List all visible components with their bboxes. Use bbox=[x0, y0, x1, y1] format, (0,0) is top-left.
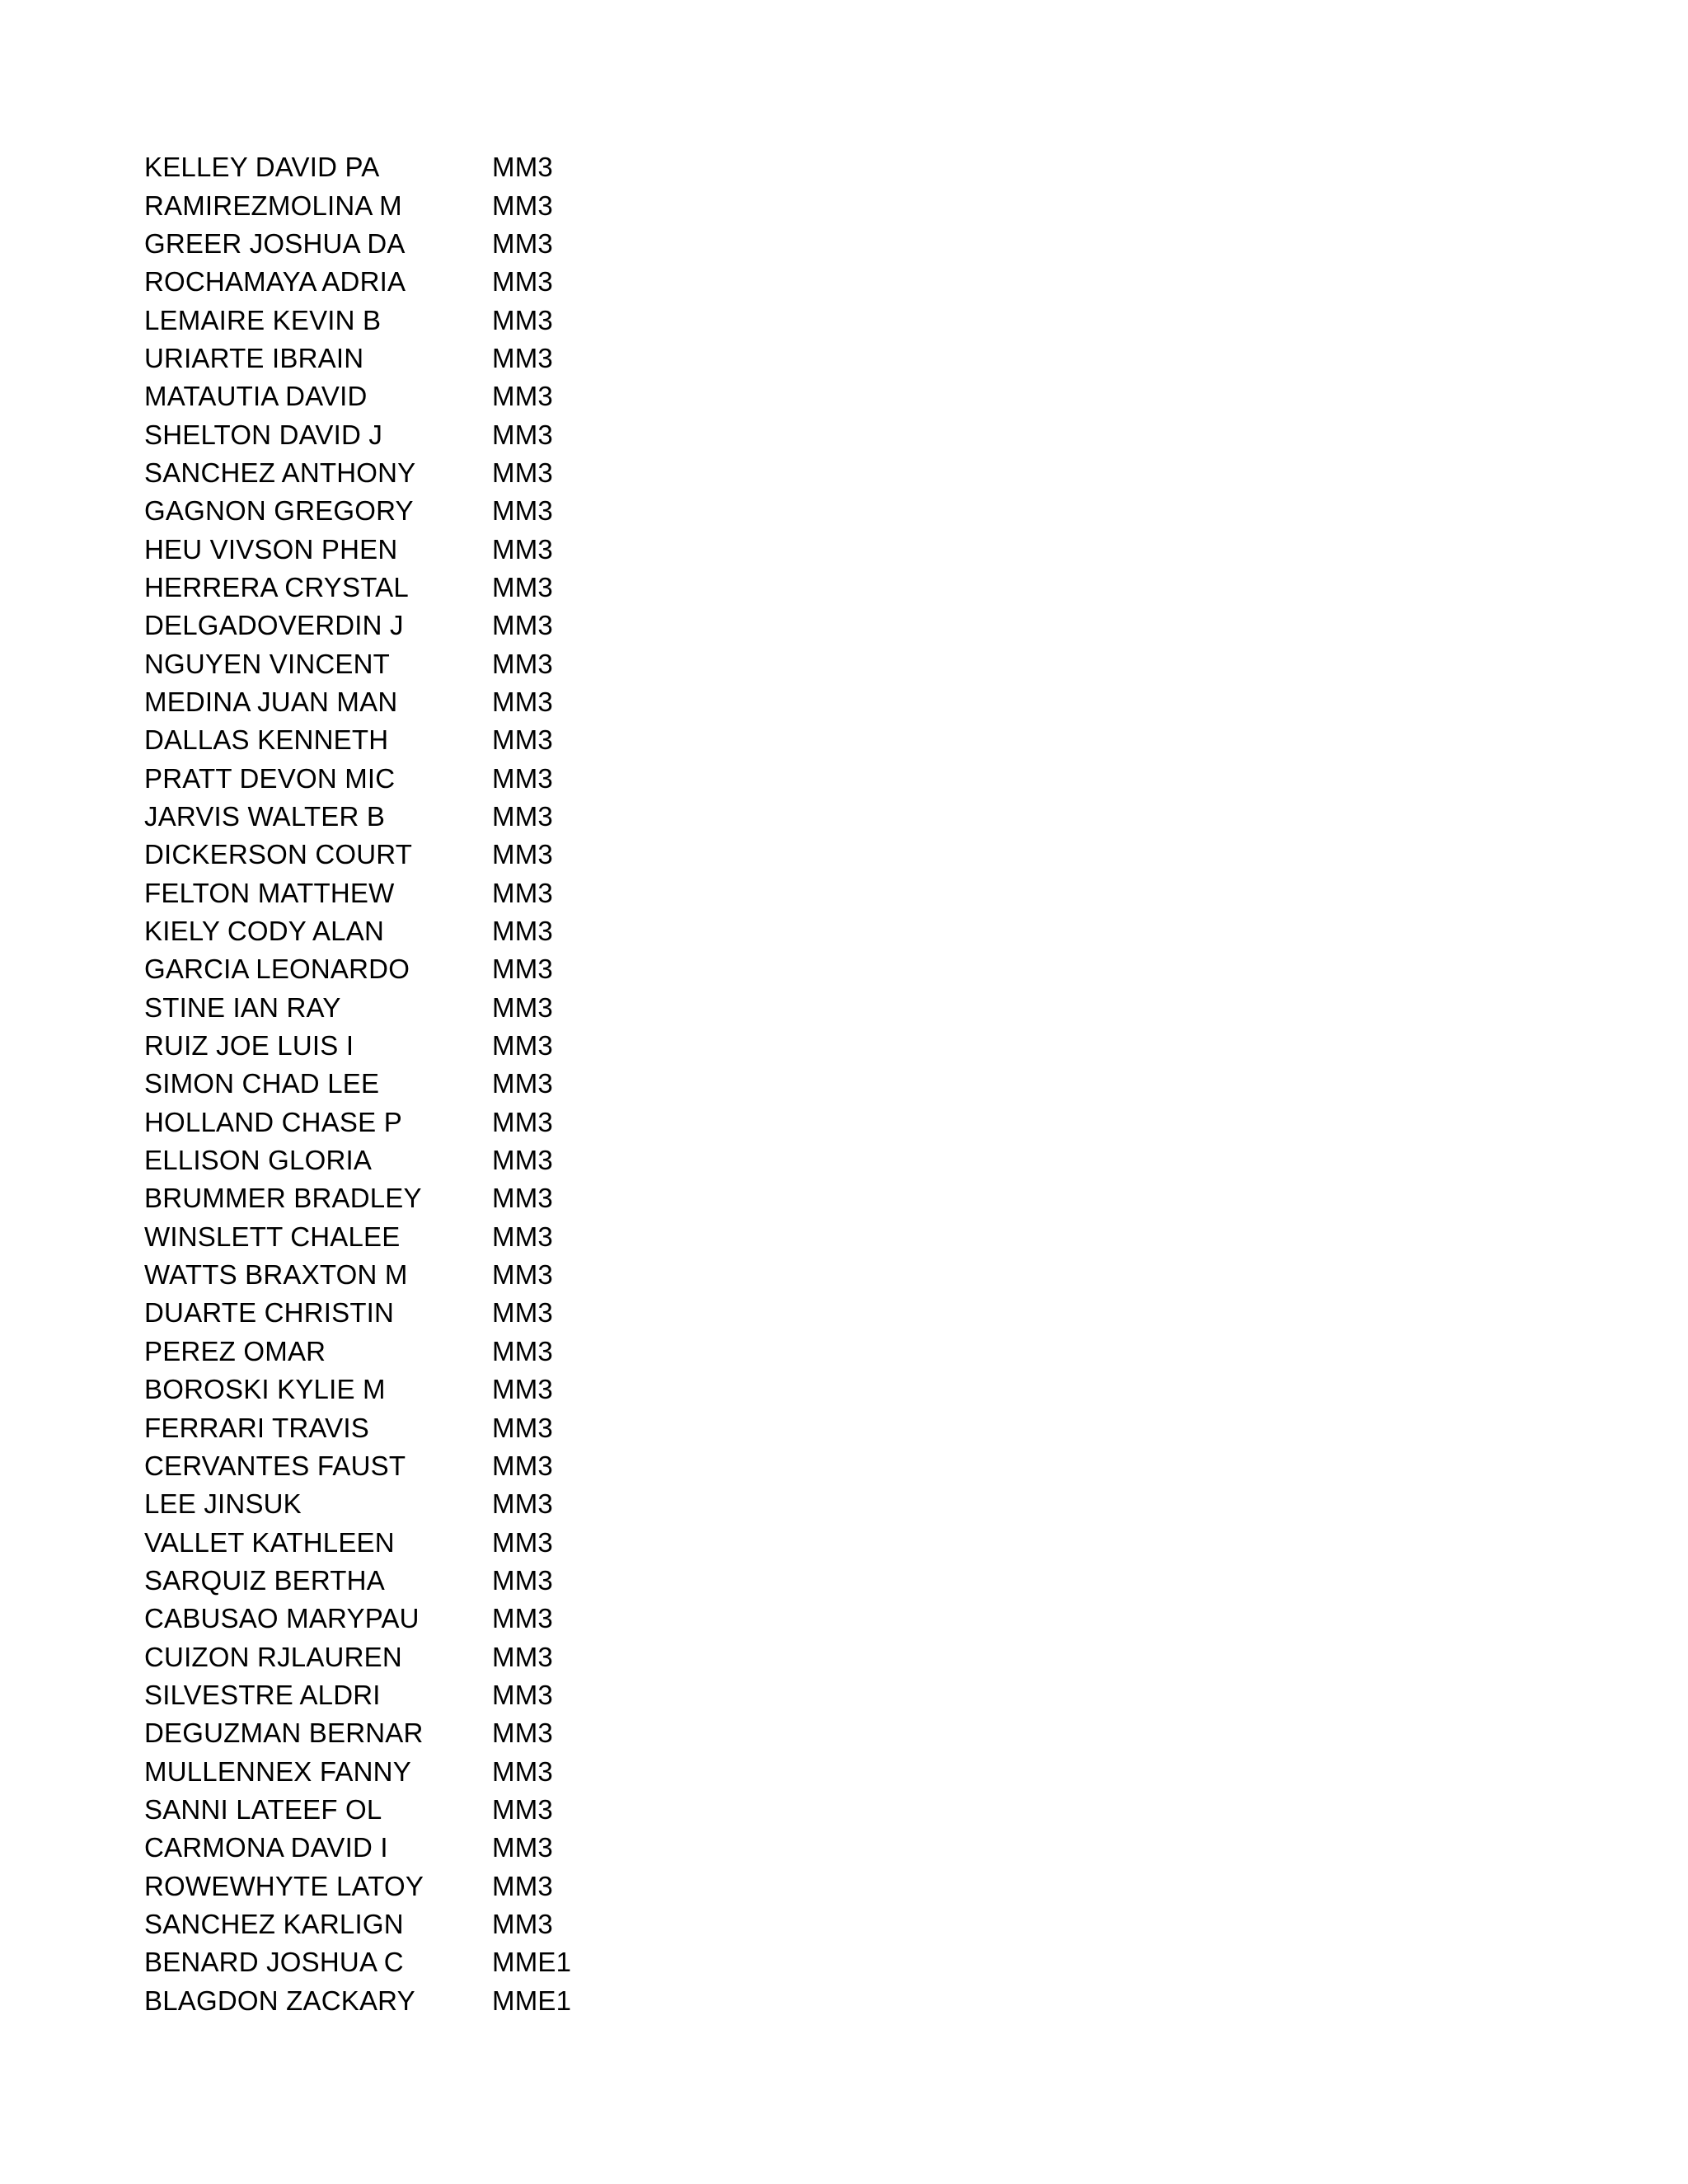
list-item bbox=[144, 1562, 721, 1600]
person-name: SILVESTRE ALDRI bbox=[144, 1679, 381, 1710]
rating-code: MM3 bbox=[492, 1755, 553, 1787]
list-item bbox=[144, 1218, 721, 1256]
list-item bbox=[144, 1943, 721, 1981]
list-item bbox=[144, 1371, 721, 1408]
list-item bbox=[144, 1752, 721, 1790]
person-name: CUIZON RJLAUREN bbox=[144, 1641, 402, 1672]
list-item bbox=[144, 607, 721, 644]
person-name: RUIZ JOE LUIS I bbox=[144, 1030, 354, 1062]
list-item bbox=[144, 1408, 721, 1446]
person-name: SIMON CHAD LEE bbox=[144, 1068, 380, 1099]
person-name: CERVANTES FAUST bbox=[144, 1450, 406, 1481]
rating-code: MM3 bbox=[492, 266, 553, 298]
person-name: SARQUIZ BERTHA bbox=[144, 1564, 385, 1596]
rating-code: MM3 bbox=[492, 1870, 553, 1901]
list-item bbox=[144, 1179, 721, 1217]
list-item bbox=[144, 760, 721, 798]
rating-code: MM3 bbox=[492, 686, 553, 717]
person-name: NGUYEN VINCENT bbox=[144, 648, 390, 679]
rating-code: MM3 bbox=[492, 1679, 553, 1710]
list-item bbox=[144, 874, 721, 912]
rating-code: MM3 bbox=[492, 1908, 553, 1939]
person-name: GARCIA LEONARDO bbox=[144, 954, 410, 985]
person-name: ROWEWHYTE LATOY bbox=[144, 1870, 424, 1901]
person-name: STINE IAN RAY bbox=[144, 991, 341, 1023]
rating-code: MM3 bbox=[492, 190, 553, 221]
person-name: FERRARI TRAVIS bbox=[144, 1412, 369, 1443]
rating-code: MM3 bbox=[492, 1374, 553, 1405]
list-item bbox=[144, 950, 721, 988]
person-name: GAGNON GREGORY bbox=[144, 495, 414, 527]
person-name: DALLAS KENNETH bbox=[144, 724, 389, 756]
person-name: HOLLAND CHASE P bbox=[144, 1106, 402, 1137]
list-item bbox=[144, 186, 721, 224]
person-name: KELLEY DAVID PA bbox=[144, 152, 380, 183]
person-name: WINSLETT CHALEE bbox=[144, 1221, 401, 1252]
rating-code: MM3 bbox=[492, 1718, 553, 1749]
person-name: BRUMMER BRADLEY bbox=[144, 1183, 422, 1214]
rating-code: MM3 bbox=[492, 495, 553, 527]
list-item bbox=[144, 569, 721, 607]
list-item bbox=[144, 340, 721, 377]
person-name: PRATT DEVON MIC bbox=[144, 762, 396, 794]
person-name: RAMIREZMOLINA M bbox=[144, 190, 402, 221]
person-name: DUARTE CHRISTIN bbox=[144, 1297, 395, 1329]
list-item bbox=[144, 1714, 721, 1752]
list-item bbox=[144, 836, 721, 874]
person-name: VALLET KATHLEEN bbox=[144, 1526, 395, 1558]
rating-code: MM3 bbox=[492, 991, 553, 1023]
list-item bbox=[144, 683, 721, 721]
rating-code: MM3 bbox=[492, 1412, 553, 1443]
person-name: SANCHEZ KARLIGN bbox=[144, 1908, 404, 1939]
rating-code: MM3 bbox=[492, 801, 553, 832]
rating-code: MM3 bbox=[492, 1335, 553, 1366]
person-name: CABUSAO MARYPAU bbox=[144, 1603, 420, 1634]
person-name: HEU VIVSON PHEN bbox=[144, 533, 398, 565]
list-item bbox=[144, 912, 721, 950]
person-name: KIELY CODY ALAN bbox=[144, 916, 384, 947]
rating-code: MM3 bbox=[492, 1259, 553, 1291]
rating-code: MM3 bbox=[492, 1793, 553, 1825]
person-name: WATTS BRAXTON M bbox=[144, 1259, 408, 1291]
person-name: SANNI LATEEF OL bbox=[144, 1793, 382, 1825]
rating-code: MM3 bbox=[492, 1641, 553, 1672]
list-item bbox=[144, 1141, 721, 1179]
list-item bbox=[144, 644, 721, 682]
list-item bbox=[144, 415, 721, 453]
person-name: MATAUTIA DAVID bbox=[144, 381, 368, 412]
person-name: ROCHAMAYA ADRIA bbox=[144, 266, 406, 298]
person-name: LEMAIRE KEVIN B bbox=[144, 304, 382, 335]
rating-code: MM3 bbox=[492, 648, 553, 679]
list-item bbox=[144, 301, 721, 339]
list-item bbox=[144, 1294, 721, 1332]
rating-code: MM3 bbox=[492, 1297, 553, 1329]
rating-code: MM3 bbox=[492, 152, 553, 183]
person-name: HERRERA CRYSTAL bbox=[144, 571, 409, 602]
rating-code: MM3 bbox=[492, 1526, 553, 1558]
list-item bbox=[144, 1256, 721, 1294]
rating-code: MM3 bbox=[492, 1832, 553, 1863]
list-item bbox=[144, 1638, 721, 1675]
list-item bbox=[144, 263, 721, 301]
list-item bbox=[144, 1447, 721, 1485]
person-name: JARVIS WALTER B bbox=[144, 801, 386, 832]
person-name: BLAGDON ZACKARY bbox=[144, 1985, 415, 2016]
rating-code: MM3 bbox=[492, 227, 553, 259]
person-name: MEDINA JUAN MAN bbox=[144, 686, 398, 717]
list-item bbox=[144, 1485, 721, 1523]
rating-code: MM3 bbox=[492, 762, 553, 794]
list-item bbox=[144, 1905, 721, 1943]
person-name: DEGUZMAN BERNAR bbox=[144, 1718, 424, 1749]
list-item bbox=[144, 1104, 721, 1141]
list-item bbox=[144, 1027, 721, 1065]
list-item bbox=[144, 1829, 721, 1867]
list-item bbox=[144, 225, 721, 263]
rating-code: MM3 bbox=[492, 724, 553, 756]
rating-code: MM3 bbox=[492, 1183, 553, 1214]
person-name: SANCHEZ ANTHONY bbox=[144, 457, 416, 488]
rating-code: MM3 bbox=[492, 1450, 553, 1481]
list-item bbox=[144, 1867, 721, 1905]
rating-code: MM3 bbox=[492, 571, 553, 602]
list-item bbox=[144, 1065, 721, 1103]
rating-code: MM3 bbox=[492, 1564, 553, 1596]
person-name: URIARTE IBRAIN bbox=[144, 342, 364, 373]
list-item bbox=[144, 454, 721, 492]
list-item bbox=[144, 530, 721, 568]
rating-code: MM3 bbox=[492, 1106, 553, 1137]
rating-code: MM3 bbox=[492, 954, 553, 985]
rating-code: MME1 bbox=[492, 1947, 572, 1978]
person-name: DICKERSON COURT bbox=[144, 839, 413, 870]
list-item bbox=[144, 1676, 721, 1714]
list-item bbox=[144, 148, 721, 186]
rating-code: MM3 bbox=[492, 1145, 553, 1176]
list-item bbox=[144, 1600, 721, 1638]
rating-code: MM3 bbox=[492, 1068, 553, 1099]
rating-code: MME1 bbox=[492, 1985, 572, 2016]
list-item bbox=[144, 377, 721, 415]
rating-code: MM3 bbox=[492, 419, 553, 450]
person-name: MULLENNEX FANNY bbox=[144, 1755, 411, 1787]
rating-code: MM3 bbox=[492, 457, 553, 488]
list-item bbox=[144, 989, 721, 1027]
person-name: BOROSKI KYLIE M bbox=[144, 1374, 386, 1405]
rating-code: MM3 bbox=[492, 839, 553, 870]
person-name: LEE JINSUK bbox=[144, 1488, 302, 1520]
rating-code: MM3 bbox=[492, 381, 553, 412]
person-name: DELGADOVERDIN J bbox=[144, 610, 404, 641]
list-item bbox=[144, 798, 721, 836]
person-name: FELTON MATTHEW bbox=[144, 877, 395, 908]
rating-code: MM3 bbox=[492, 1488, 553, 1520]
list-item bbox=[144, 492, 721, 530]
rating-code: MM3 bbox=[492, 916, 553, 947]
person-name: PEREZ OMAR bbox=[144, 1335, 326, 1366]
person-name: SHELTON DAVID J bbox=[144, 419, 383, 450]
rating-code: MM3 bbox=[492, 304, 553, 335]
person-name: GREER JOSHUA DA bbox=[144, 227, 406, 259]
rating-code: MM3 bbox=[492, 342, 553, 373]
rating-code: MM3 bbox=[492, 1030, 553, 1062]
list-item bbox=[144, 1791, 721, 1829]
roster-list bbox=[144, 148, 721, 2020]
rating-code: MM3 bbox=[492, 1221, 553, 1252]
rating-code: MM3 bbox=[492, 1603, 553, 1634]
list-item bbox=[144, 1982, 721, 2020]
rating-code: MM3 bbox=[492, 877, 553, 908]
rating-code: MM3 bbox=[492, 533, 553, 565]
person-name: BENARD JOSHUA C bbox=[144, 1947, 404, 1978]
list-item bbox=[144, 721, 721, 759]
list-item bbox=[144, 1333, 721, 1371]
person-name: CARMONA DAVID I bbox=[144, 1832, 388, 1863]
list-item bbox=[144, 1523, 721, 1561]
person-name: ELLISON GLORIA bbox=[144, 1145, 373, 1176]
rating-code: MM3 bbox=[492, 610, 553, 641]
